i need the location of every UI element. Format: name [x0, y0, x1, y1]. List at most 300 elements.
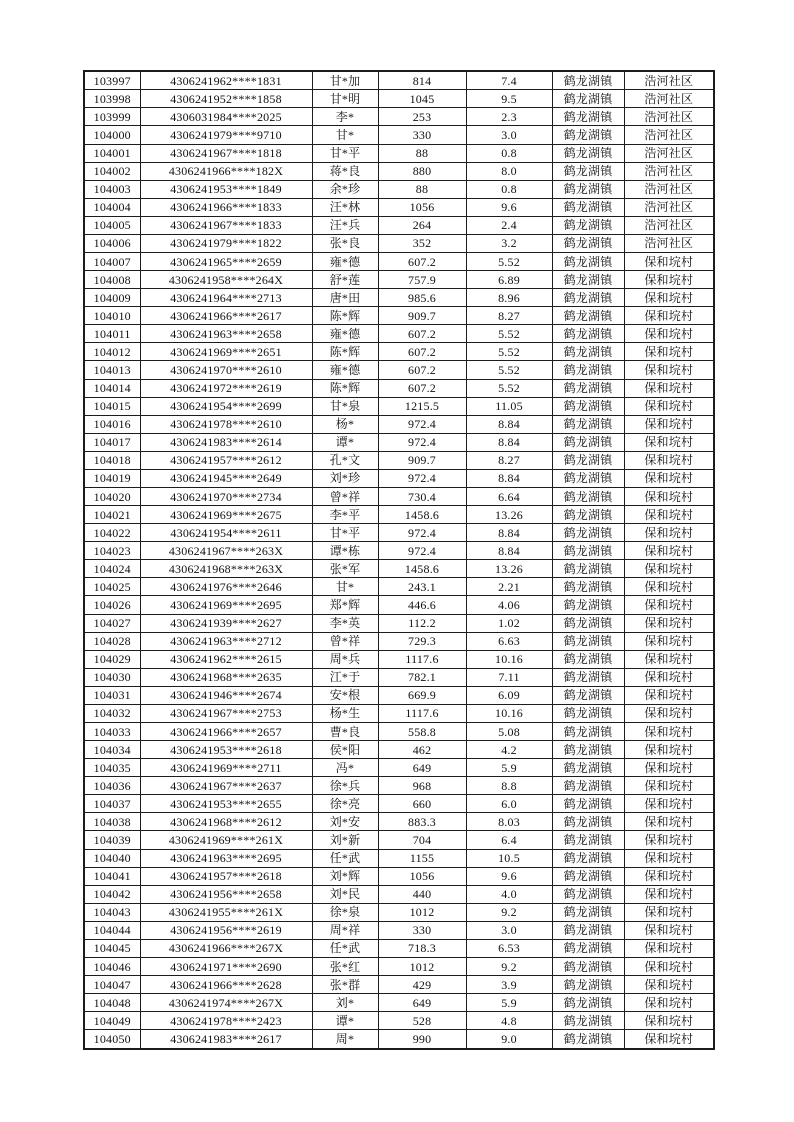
cell-id-number: 4306241966****1833 — [140, 198, 312, 216]
cell-name: 李*英 — [312, 614, 378, 632]
cell-area: 2.21 — [466, 578, 552, 596]
cell-village: 保和垸村 — [624, 506, 714, 524]
cell-serial: 104022 — [84, 524, 140, 542]
cell-id-number: 4306241970****2734 — [140, 487, 312, 505]
cell-area: 9.6 — [466, 867, 552, 885]
cell-id-number: 4306241963****2695 — [140, 849, 312, 867]
cell-id-number: 4306241965****2659 — [140, 252, 312, 270]
cell-village: 保和垸村 — [624, 343, 714, 361]
cell-village: 保和垸村 — [624, 596, 714, 614]
cell-id-number: 4306241966****2628 — [140, 976, 312, 994]
cell-village: 保和垸村 — [624, 289, 714, 307]
cell-amount: 1012 — [378, 903, 466, 921]
cell-id-number: 4306241957****2612 — [140, 451, 312, 469]
cell-name: 冯* — [312, 759, 378, 777]
cell-town: 鹤龙湖镇 — [552, 506, 624, 524]
cell-amount: 718.3 — [378, 939, 466, 957]
cell-name: 谭*栋 — [312, 542, 378, 560]
cell-id-number: 4306241963****2658 — [140, 325, 312, 343]
cell-town: 鹤龙湖镇 — [552, 90, 624, 108]
cell-amount: 972.4 — [378, 433, 466, 451]
cell-town: 鹤龙湖镇 — [552, 198, 624, 216]
cell-serial: 104023 — [84, 542, 140, 560]
cell-village: 保和垸村 — [624, 994, 714, 1012]
table-row — [84, 686, 714, 704]
cell-town: 鹤龙湖镇 — [552, 560, 624, 578]
cell-village: 保和垸村 — [624, 632, 714, 650]
table-row — [84, 252, 714, 270]
cell-id-number: 4306241953****2655 — [140, 795, 312, 813]
cell-serial: 104035 — [84, 759, 140, 777]
cell-village: 保和垸村 — [624, 307, 714, 325]
cell-area: 9.6 — [466, 198, 552, 216]
cell-serial: 103998 — [84, 90, 140, 108]
cell-village: 保和垸村 — [624, 704, 714, 722]
table-row — [84, 397, 714, 415]
cell-id-number: 4306241958****264X — [140, 271, 312, 289]
cell-town: 鹤龙湖镇 — [552, 650, 624, 668]
cell-amount: 972.4 — [378, 524, 466, 542]
cell-id-number: 4306241967****1818 — [140, 144, 312, 162]
cell-id-number: 4306241968****2635 — [140, 668, 312, 686]
cell-name: 甘*明 — [312, 90, 378, 108]
cell-amount: 330 — [378, 921, 466, 939]
cell-town: 鹤龙湖镇 — [552, 469, 624, 487]
cell-town: 鹤龙湖镇 — [552, 994, 624, 1012]
cell-amount: 1117.6 — [378, 704, 466, 722]
cell-name: 雍*德 — [312, 325, 378, 343]
cell-serial: 104017 — [84, 433, 140, 451]
cell-name: 安*根 — [312, 686, 378, 704]
cell-town: 鹤龙湖镇 — [552, 180, 624, 198]
table-row — [84, 867, 714, 885]
table-row — [84, 451, 714, 469]
table-row — [84, 795, 714, 813]
cell-town: 鹤龙湖镇 — [552, 704, 624, 722]
cell-serial: 104004 — [84, 198, 140, 216]
cell-id-number: 4306241963****2712 — [140, 632, 312, 650]
cell-serial: 104039 — [84, 831, 140, 849]
table-row — [84, 813, 714, 831]
cell-serial: 104042 — [84, 885, 140, 903]
cell-serial: 104005 — [84, 216, 140, 234]
cell-serial: 104047 — [84, 976, 140, 994]
cell-village: 浩河社区 — [624, 108, 714, 126]
cell-name: 张*军 — [312, 560, 378, 578]
cell-id-number: 4306241967****1833 — [140, 216, 312, 234]
table-row — [84, 650, 714, 668]
cell-town: 鹤龙湖镇 — [552, 723, 624, 741]
cell-name: 周* — [312, 1030, 378, 1049]
cell-area: 5.52 — [466, 379, 552, 397]
cell-id-number: 4306241978****2423 — [140, 1012, 312, 1030]
table-row — [84, 90, 714, 108]
cell-name: 郑*辉 — [312, 596, 378, 614]
cell-town: 鹤龙湖镇 — [552, 831, 624, 849]
cell-name: 谭* — [312, 1012, 378, 1030]
table-row — [84, 234, 714, 252]
cell-village: 浩河社区 — [624, 198, 714, 216]
cell-village: 保和垸村 — [624, 560, 714, 578]
cell-serial: 104012 — [84, 343, 140, 361]
cell-name: 侯*阳 — [312, 741, 378, 759]
cell-area: 2.4 — [466, 216, 552, 234]
cell-id-number: 4306241962****2615 — [140, 650, 312, 668]
cell-village: 浩河社区 — [624, 90, 714, 108]
cell-amount: 440 — [378, 885, 466, 903]
table-row — [84, 144, 714, 162]
cell-amount: 660 — [378, 795, 466, 813]
cell-village: 浩河社区 — [624, 144, 714, 162]
cell-village: 保和垸村 — [624, 976, 714, 994]
table-row — [84, 469, 714, 487]
cell-area: 7.4 — [466, 71, 552, 90]
cell-name: 陈*辉 — [312, 379, 378, 397]
table-row — [84, 415, 714, 433]
cell-area: 10.16 — [466, 704, 552, 722]
cell-town: 鹤龙湖镇 — [552, 686, 624, 704]
cell-serial: 104050 — [84, 1030, 140, 1049]
table-row — [84, 361, 714, 379]
cell-area: 8.27 — [466, 307, 552, 325]
table-row — [84, 777, 714, 795]
table-row — [84, 180, 714, 198]
cell-amount: 253 — [378, 108, 466, 126]
cell-village: 保和垸村 — [624, 795, 714, 813]
cell-amount: 883.3 — [378, 813, 466, 831]
cell-town: 鹤龙湖镇 — [552, 1012, 624, 1030]
cell-amount: 782.1 — [378, 668, 466, 686]
cell-village: 保和垸村 — [624, 524, 714, 542]
cell-area: 5.08 — [466, 723, 552, 741]
cell-id-number: 4306241966****182X — [140, 162, 312, 180]
cell-town: 鹤龙湖镇 — [552, 1030, 624, 1049]
table-row — [84, 325, 714, 343]
cell-amount: 264 — [378, 216, 466, 234]
cell-amount: 730.4 — [378, 487, 466, 505]
cell-amount: 649 — [378, 994, 466, 1012]
cell-area: 4.2 — [466, 741, 552, 759]
cell-name: 任*武 — [312, 939, 378, 957]
table-row — [84, 903, 714, 921]
cell-town: 鹤龙湖镇 — [552, 289, 624, 307]
cell-name: 刘*新 — [312, 831, 378, 849]
cell-village: 保和垸村 — [624, 578, 714, 596]
cell-town: 鹤龙湖镇 — [552, 939, 624, 957]
cell-amount: 985.6 — [378, 289, 466, 307]
cell-town: 鹤龙湖镇 — [552, 795, 624, 813]
cell-id-number: 4306241969****2711 — [140, 759, 312, 777]
cell-name: 孔*文 — [312, 451, 378, 469]
cell-village: 保和垸村 — [624, 668, 714, 686]
cell-name: 雍*德 — [312, 252, 378, 270]
cell-id-number: 4306241967****2753 — [140, 704, 312, 722]
cell-amount: 1117.6 — [378, 650, 466, 668]
table-row — [84, 614, 714, 632]
cell-area: 6.4 — [466, 831, 552, 849]
cell-village: 保和垸村 — [624, 741, 714, 759]
cell-town: 鹤龙湖镇 — [552, 759, 624, 777]
cell-amount: 429 — [378, 976, 466, 994]
cell-amount: 607.2 — [378, 361, 466, 379]
cell-name: 甘* — [312, 126, 378, 144]
cell-village: 保和垸村 — [624, 397, 714, 415]
cell-id-number: 4306241969****2651 — [140, 343, 312, 361]
cell-village: 保和垸村 — [624, 451, 714, 469]
cell-town: 鹤龙湖镇 — [552, 252, 624, 270]
cell-name: 刘*辉 — [312, 867, 378, 885]
cell-area: 5.9 — [466, 994, 552, 1012]
table-row — [84, 108, 714, 126]
cell-id-number: 4306241946****2674 — [140, 686, 312, 704]
cell-name: 张*红 — [312, 958, 378, 976]
cell-town: 鹤龙湖镇 — [552, 361, 624, 379]
cell-area: 8.27 — [466, 451, 552, 469]
cell-area: 6.89 — [466, 271, 552, 289]
cell-area: 6.63 — [466, 632, 552, 650]
cell-id-number: 4306241972****2619 — [140, 379, 312, 397]
table-row — [84, 506, 714, 524]
cell-serial: 104027 — [84, 614, 140, 632]
cell-name: 任*武 — [312, 849, 378, 867]
cell-id-number: 4306241956****2658 — [140, 885, 312, 903]
cell-id-number: 4306241939****2627 — [140, 614, 312, 632]
cell-serial: 104033 — [84, 723, 140, 741]
cell-amount: 1215.5 — [378, 397, 466, 415]
cell-serial: 104048 — [84, 994, 140, 1012]
cell-name: 刘*民 — [312, 885, 378, 903]
cell-town: 鹤龙湖镇 — [552, 415, 624, 433]
table-row — [84, 668, 714, 686]
cell-id-number: 4306241971****2690 — [140, 958, 312, 976]
cell-name: 汪*林 — [312, 198, 378, 216]
cell-amount: 704 — [378, 831, 466, 849]
cell-serial: 104041 — [84, 867, 140, 885]
cell-id-number: 4306241964****2713 — [140, 289, 312, 307]
cell-amount: 88 — [378, 144, 466, 162]
cell-name: 刘*珍 — [312, 469, 378, 487]
cell-town: 鹤龙湖镇 — [552, 921, 624, 939]
cell-area: 6.09 — [466, 686, 552, 704]
cell-serial: 104008 — [84, 271, 140, 289]
cell-amount: 990 — [378, 1030, 466, 1049]
cell-area: 11.05 — [466, 397, 552, 415]
table-row — [84, 1012, 714, 1030]
cell-town: 鹤龙湖镇 — [552, 126, 624, 144]
cell-serial: 104010 — [84, 307, 140, 325]
cell-serial: 104013 — [84, 361, 140, 379]
cell-name: 徐*泉 — [312, 903, 378, 921]
cell-name: 陈*辉 — [312, 307, 378, 325]
cell-village: 保和垸村 — [624, 813, 714, 831]
cell-amount: 968 — [378, 777, 466, 795]
cell-name: 曾*祥 — [312, 632, 378, 650]
cell-name: 甘*平 — [312, 144, 378, 162]
cell-area: 5.52 — [466, 325, 552, 343]
cell-amount: 607.2 — [378, 379, 466, 397]
cell-id-number: 4306241952****1858 — [140, 90, 312, 108]
cell-village: 保和垸村 — [624, 469, 714, 487]
table-row — [84, 921, 714, 939]
cell-id-number: 4306241979****1822 — [140, 234, 312, 252]
cell-village: 保和垸村 — [624, 542, 714, 560]
cell-amount: 1045 — [378, 90, 466, 108]
cell-town: 鹤龙湖镇 — [552, 144, 624, 162]
table-row — [84, 343, 714, 361]
cell-town: 鹤龙湖镇 — [552, 885, 624, 903]
cell-serial: 104002 — [84, 162, 140, 180]
cell-village: 浩河社区 — [624, 71, 714, 90]
table-row — [84, 271, 714, 289]
cell-id-number: 4306241968****2612 — [140, 813, 312, 831]
cell-name: 刘* — [312, 994, 378, 1012]
cell-area: 4.0 — [466, 885, 552, 903]
cell-serial: 104000 — [84, 126, 140, 144]
cell-town: 鹤龙湖镇 — [552, 234, 624, 252]
cell-town: 鹤龙湖镇 — [552, 903, 624, 921]
cell-id-number: 4306241953****1849 — [140, 180, 312, 198]
cell-name: 刘*安 — [312, 813, 378, 831]
cell-area: 7.11 — [466, 668, 552, 686]
cell-name: 杨*生 — [312, 704, 378, 722]
cell-id-number: 4306241967****2637 — [140, 777, 312, 795]
cell-town: 鹤龙湖镇 — [552, 108, 624, 126]
cell-village: 保和垸村 — [624, 361, 714, 379]
cell-amount: 330 — [378, 126, 466, 144]
cell-id-number: 4306241969****2675 — [140, 506, 312, 524]
cell-area: 2.3 — [466, 108, 552, 126]
cell-area: 5.52 — [466, 361, 552, 379]
cell-name: 张*良 — [312, 234, 378, 252]
cell-name: 江*于 — [312, 668, 378, 686]
cell-town: 鹤龙湖镇 — [552, 343, 624, 361]
cell-id-number: 4306241966****2617 — [140, 307, 312, 325]
cell-village: 保和垸村 — [624, 650, 714, 668]
cell-area: 4.8 — [466, 1012, 552, 1030]
cell-serial: 104001 — [84, 144, 140, 162]
cell-village: 保和垸村 — [624, 487, 714, 505]
cell-id-number: 4306241953****2618 — [140, 741, 312, 759]
cell-serial: 104009 — [84, 289, 140, 307]
cell-area: 3.2 — [466, 234, 552, 252]
table-row — [84, 307, 714, 325]
cell-amount: 729.3 — [378, 632, 466, 650]
cell-area: 0.8 — [466, 180, 552, 198]
cell-amount: 528 — [378, 1012, 466, 1030]
cell-amount: 243.1 — [378, 578, 466, 596]
cell-name: 周*兵 — [312, 650, 378, 668]
table-row — [84, 289, 714, 307]
cell-area: 5.52 — [466, 343, 552, 361]
cell-amount: 352 — [378, 234, 466, 252]
cell-serial: 104019 — [84, 469, 140, 487]
cell-name: 陈*辉 — [312, 343, 378, 361]
table-row — [84, 741, 714, 759]
cell-town: 鹤龙湖镇 — [552, 867, 624, 885]
table-row — [84, 759, 714, 777]
cell-village: 保和垸村 — [624, 867, 714, 885]
table-row — [84, 379, 714, 397]
cell-town: 鹤龙湖镇 — [552, 614, 624, 632]
cell-amount: 462 — [378, 741, 466, 759]
cell-area: 8.03 — [466, 813, 552, 831]
cell-name: 徐*亮 — [312, 795, 378, 813]
cell-amount: 1458.6 — [378, 560, 466, 578]
table-row — [84, 433, 714, 451]
cell-amount: 814 — [378, 71, 466, 90]
table-row — [84, 71, 714, 90]
cell-id-number: 4306241957****2618 — [140, 867, 312, 885]
cell-area: 9.0 — [466, 1030, 552, 1049]
table-row — [84, 704, 714, 722]
table-row — [84, 524, 714, 542]
cell-id-number: 4306241968****263X — [140, 560, 312, 578]
cell-name: 曹*良 — [312, 723, 378, 741]
cell-serial: 104029 — [84, 650, 140, 668]
cell-town: 鹤龙湖镇 — [552, 578, 624, 596]
cell-village: 保和垸村 — [624, 686, 714, 704]
cell-amount: 607.2 — [378, 252, 466, 270]
cell-amount: 757.9 — [378, 271, 466, 289]
cell-amount: 1012 — [378, 958, 466, 976]
cell-area: 3.9 — [466, 976, 552, 994]
cell-town: 鹤龙湖镇 — [552, 741, 624, 759]
cell-name: 雍*德 — [312, 361, 378, 379]
cell-id-number: 4306241978****2610 — [140, 415, 312, 433]
cell-name: 甘*平 — [312, 524, 378, 542]
cell-serial: 104036 — [84, 777, 140, 795]
cell-amount: 88 — [378, 180, 466, 198]
cell-village: 保和垸村 — [624, 614, 714, 632]
cell-village: 保和垸村 — [624, 849, 714, 867]
cell-serial: 104014 — [84, 379, 140, 397]
cell-id-number: 4306241945****2649 — [140, 469, 312, 487]
cell-area: 8.84 — [466, 542, 552, 560]
cell-village: 保和垸村 — [624, 939, 714, 957]
cell-id-number: 4306241967****263X — [140, 542, 312, 560]
cell-town: 鹤龙湖镇 — [552, 632, 624, 650]
cell-town: 鹤龙湖镇 — [552, 668, 624, 686]
cell-name: 徐*兵 — [312, 777, 378, 795]
cell-serial: 104024 — [84, 560, 140, 578]
cell-village: 保和垸村 — [624, 903, 714, 921]
cell-serial: 104011 — [84, 325, 140, 343]
table-row — [84, 126, 714, 144]
cell-area: 6.53 — [466, 939, 552, 957]
cell-name: 蒋*良 — [312, 162, 378, 180]
cell-serial: 104028 — [84, 632, 140, 650]
records-table — [83, 70, 715, 1050]
cell-name: 舒*莲 — [312, 271, 378, 289]
cell-village: 浩河社区 — [624, 162, 714, 180]
cell-town: 鹤龙湖镇 — [552, 325, 624, 343]
cell-id-number: 4306241954****2699 — [140, 397, 312, 415]
cell-area: 6.64 — [466, 487, 552, 505]
cell-town: 鹤龙湖镇 — [552, 813, 624, 831]
cell-amount: 1056 — [378, 867, 466, 885]
cell-serial: 104034 — [84, 741, 140, 759]
cell-name: 周*祥 — [312, 921, 378, 939]
cell-town: 鹤龙湖镇 — [552, 958, 624, 976]
cell-village: 保和垸村 — [624, 1030, 714, 1049]
cell-area: 8.84 — [466, 415, 552, 433]
cell-village: 浩河社区 — [624, 216, 714, 234]
cell-id-number: 4306241969****2695 — [140, 596, 312, 614]
cell-town: 鹤龙湖镇 — [552, 849, 624, 867]
cell-id-number: 4306241956****2619 — [140, 921, 312, 939]
cell-id-number: 4306241974****267X — [140, 994, 312, 1012]
cell-name: 谭* — [312, 433, 378, 451]
